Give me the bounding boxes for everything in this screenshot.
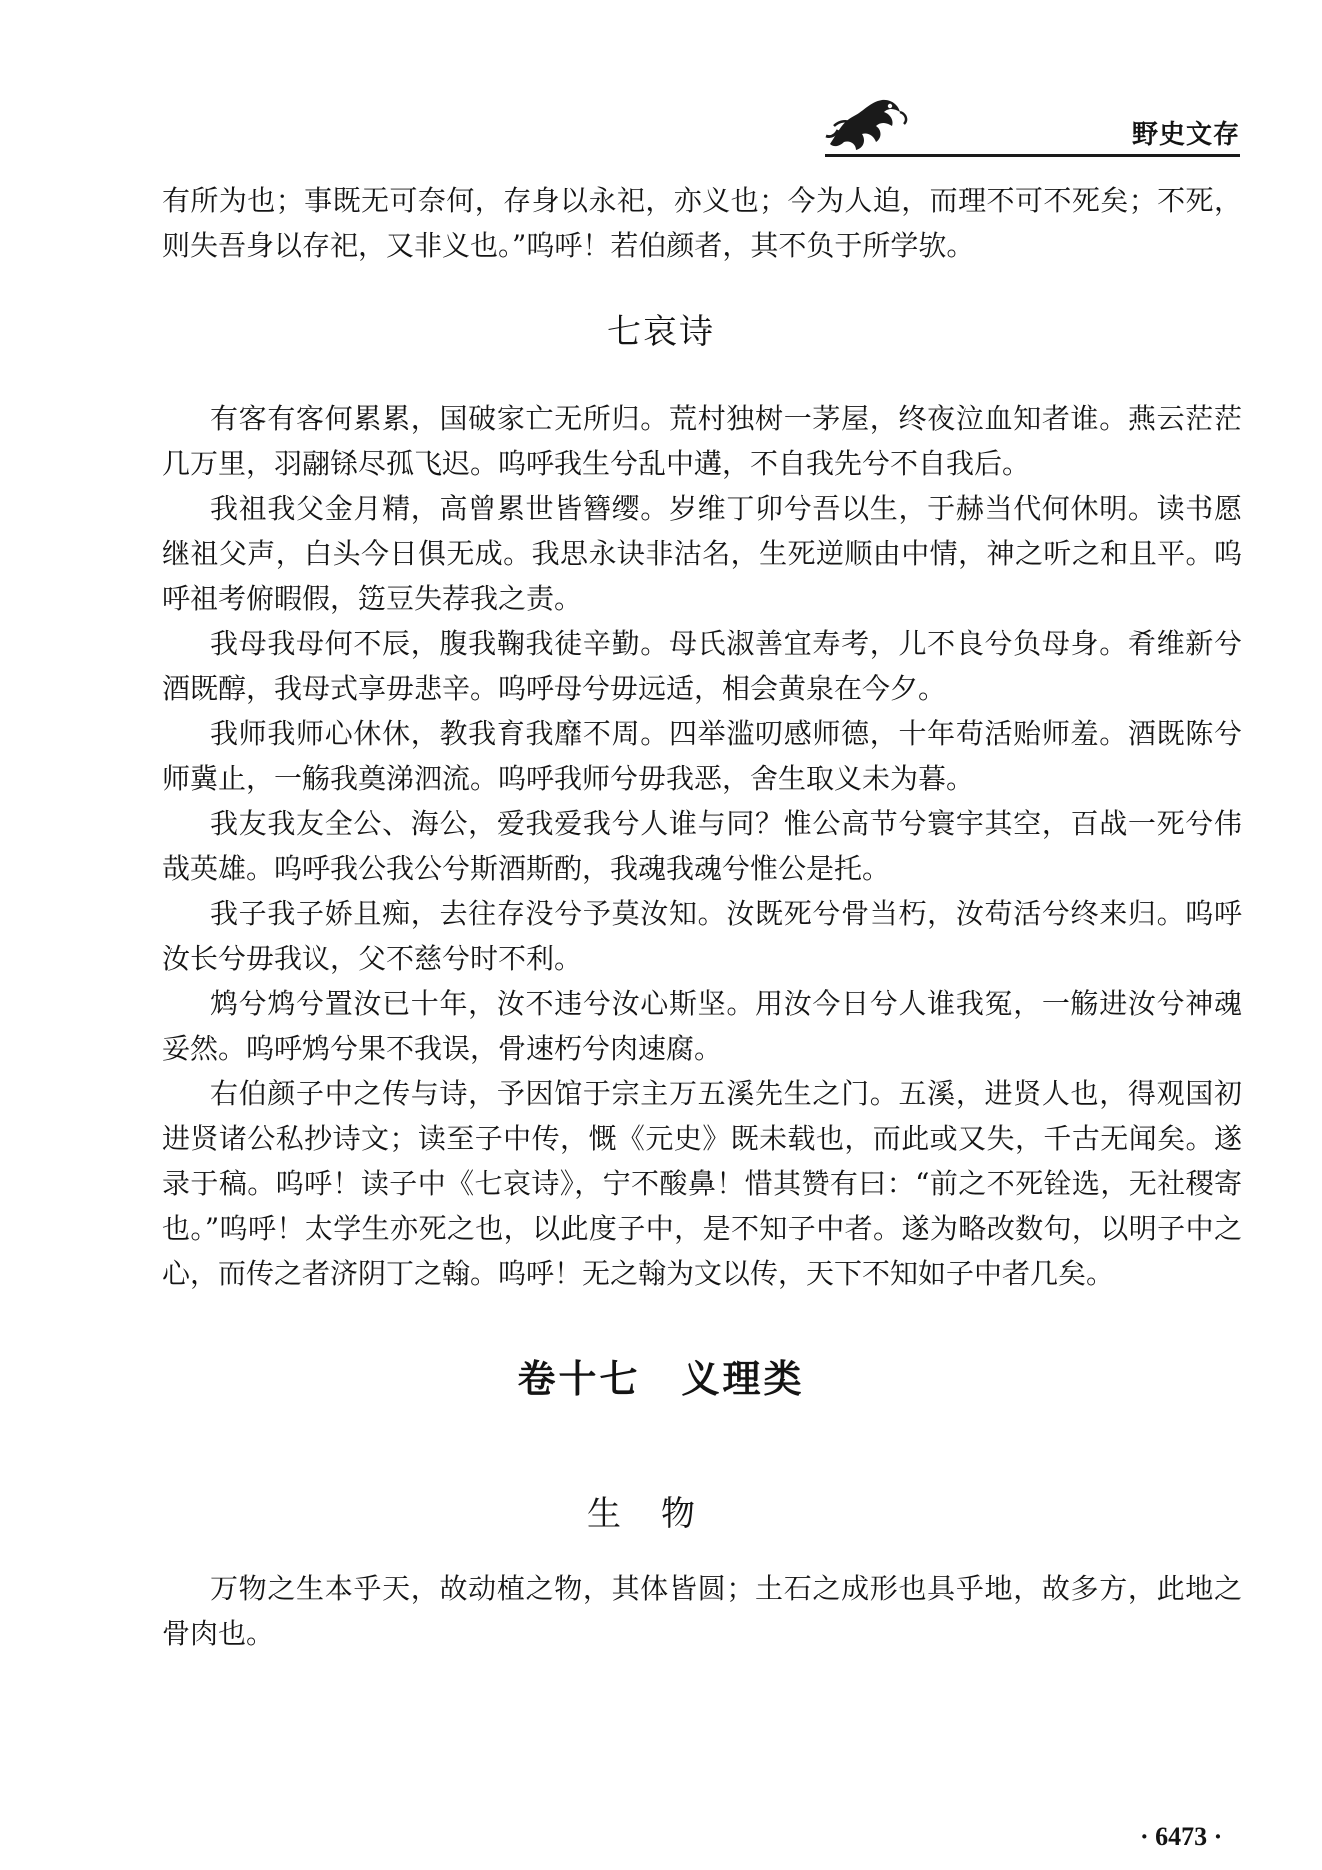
section-title: 生物 [587, 1494, 735, 1534]
volume-heading: 卷十七 义理类 [517, 1357, 805, 1401]
header-rule [825, 154, 1240, 157]
series-name: 野史文存 [1131, 120, 1240, 150]
afterword-paragraph: 右伯颜子中之传与诗，予因馆于宗主万五溪先生之门。五溪，进贤人也，得观国初进贤诸公私抄诗文；读至子中传，慨《元史》既未载也，而此或又失，千古无闻矣。遂录于稿。呜呼！读子中《七哀诗》，宁不酸鼻！惜其赞有曰：“前之不死铨选，无社稷寄也。”呜呼！太学生亦死之也，以此度子中，是不知子中者。遂为略改数句，以明子中之心，而传之者济阴丁之翰。呜呼！无之翰为文以传，天下不知如子中者几矣。 [162, 1077, 1242, 1290]
page-number: · 6473 · [1140, 1822, 1223, 1851]
poem-stanza-mother: 我母我母何不辰，腹我鞠我徒辛勤。母氏淑善宜寿考，儿不良兮负母身。肴维新兮酒既醇，我母式享毋悲辛。呜呼母兮毋远适，相会黄泉在今夕。 [162, 627, 1242, 705]
dragon-emblem-icon [820, 92, 910, 154]
poem-stanza-son: 我子我子娇且痴，去往存没兮予莫汝知。汝既死兮骨当朽，汝苟活兮终来归。呜呼汝长兮毋我议，父不慈兮时不利。 [162, 897, 1242, 975]
poem-stanza-teacher: 我师我师心休休，教我育我靡不周。四举滥叨感师德，十年苟活贻师羞。酒既陈兮师冀止，一觞我奠涕泗流。呜呼我师兮毋我恶，舍生取义未为暮。 [162, 717, 1242, 795]
poem-stanza-friends: 我友我友全公、海公，爱我爱我兮人谁与同？惟公高节兮寰宇其空，百战一死兮伟哉英雄。呜呼我公我公兮斯酒斯酌，我魂我魂兮惟公是托。 [162, 807, 1242, 885]
poem-title: 七哀诗 [607, 312, 715, 352]
running-header [820, 92, 1240, 162]
section-paragraph: 万物之生本乎天，故动植之物，其体皆圆；土石之成形也具乎地，故多方，此地之骨肉也。 [162, 1572, 1242, 1650]
paragraph-continued: 有所为也；事既无可奈何，存身以永祀，亦义也；今为人迫，而理不可不死矣；不死，则失吾身以存祀，又非义也。”呜呼！若伯颜者，其不负于所学欤。 [162, 184, 1242, 262]
poem-stanza-guest: 有客有客何累累，国破家亡无所归。荒村独树一茅屋，终夜泣血知者谁。燕云茫茫几万里，羽翮铩尽孤飞迟。呜呼我生兮乱中遘，不自我先兮不自我后。 [162, 402, 1242, 480]
poem-stanza-poison: 鸩兮鸩兮置汝已十年，汝不违兮汝心斯坚。用汝今日兮人谁我冤，一觞进汝兮神魂妥然。呜呼鸩兮果不我误，骨速朽兮肉速腐。 [162, 987, 1242, 1065]
poem-stanza-ancestors: 我祖我父金月精，高曾累世皆簪缨。岁维丁卯兮吾以生，于赫当代何休明。读书愿继祖父声，白头今日俱无成。我思永诀非沽名，生死逆顺由中情，神之听之和且平。呜呼祖考俯暇假，笾豆失荐我之责。 [162, 492, 1242, 615]
